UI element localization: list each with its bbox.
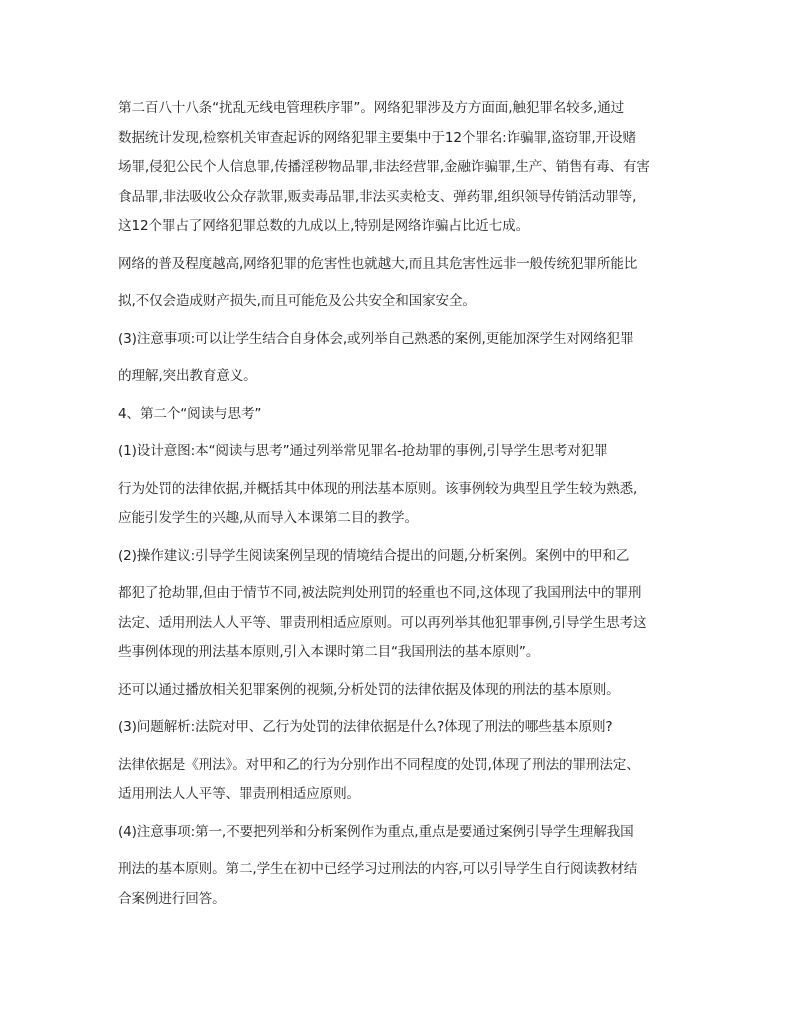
text-line: 还可以通过播放相关犯罪案例的视频,分析处罚的法律依据及体现的刑法的基本原则。: [118, 681, 620, 698]
paragraph-notes-4: [118, 818, 678, 848]
text-line: (4)注意事项:第一,不要把列举和分析案例作为重点,重点是要通过案例引导学生理解我国: [118, 823, 634, 840]
section-heading-reading-thinking-2: [118, 400, 678, 430]
text-line: 拟,不仅会造成财产损失,而且可能危及公共安全和国家安全。: [118, 293, 476, 309]
paragraph-question-analysis: [118, 713, 678, 743]
paragraph-notes-4-cont: [118, 855, 678, 914]
text-line: (2)操作建议:引导学生阅读案例呈现的情境结合提出的问题,分析案例。案例中的甲和乙: [118, 547, 630, 564]
paragraph-harm-consequences: [118, 287, 678, 317]
text-line: 些事例体现的刑法基本原则,引入本课时第二目“我国刑法的基本原则”。: [118, 644, 540, 660]
text-line: (1)设计意图:本“阅读与思考”通过列举常见罪名-抢劫罪的事例,引导学生思考对犯罪: [118, 443, 608, 459]
paragraph-design-intent: [118, 437, 678, 467]
text-line: 应能引发学生的兴趣,从而导入本课第二目的教学。: [118, 510, 418, 526]
text-line: 食品罪,非法吸收公众存款罪,贩卖毒品罪,非法买卖枪支、弹药罪,组织领导传销活动罪等,: [118, 188, 637, 205]
text-line: 法定、适用刑法人人平等、罪责刑相适应原则。可以再列举其他犯罪事例,引导学生思考这: [118, 614, 647, 631]
text-line: 的理解,突出教育意义。: [118, 368, 257, 384]
paragraph-notes-3: [118, 325, 678, 355]
paragraph-harm-level: [118, 250, 678, 280]
text-line: (3)注意事项:可以让学生结合自身体会,或列举自己熟悉的案例,更能加深学生对网络犯罪: [118, 330, 634, 347]
text-line: 网络的普及程度越高,网络犯罪的危害性也就越大,而且其危害性远非一般传统犯罪所能比: [118, 255, 638, 272]
paragraph-notes-3-cont: [118, 362, 678, 392]
text-line: 第二百八十八条“扰乱无线电管理秩序罪”。网络犯罪涉及方方面面,触犯罪名较多,通过: [118, 100, 625, 116]
text-line: 4、第二个“阅读与思考”: [118, 405, 262, 422]
text-line: 场罪,侵犯公民个人信息罪,传播淫秽物品罪,非法经营罪,金融诈骗罪,生产、销售有毒、有害: [118, 159, 650, 175]
paragraph-operation-advice-cont: [118, 579, 678, 668]
text-line: (3)问题解析:法院对甲、乙行为处罚的法律依据是什么?体现了刑法的哪些基本原则?: [118, 719, 613, 735]
text-line: 行为处罚的法律依据,并概括其中体现的刑法基本原则。该事例较为典型且学生较为熟悉,: [118, 480, 638, 497]
paragraph-legal-basis: [118, 751, 678, 810]
text-line: 法律依据是《刑法》。对甲和乙的行为分别作出不同程度的处罚,体现了刑法的罪刑法定、: [118, 756, 640, 773]
text-line: 都犯了抢劫罪,但由于情节不同,被法院判处刑罚的轻重也不同,这体现了我国刑法中的罪刑: [118, 585, 642, 601]
document-body: [118, 94, 678, 914]
paragraph-video-suggestion: [118, 676, 678, 706]
text-line: 数据统计发现,检察机关审查起诉的网络犯罪主要集中于12个罪名:诈骗罪,盗窃罪,开设赌: [118, 129, 636, 146]
text-line: 合案例进行回答。: [118, 890, 226, 907]
text-line: 适用刑法人人平等、罪责刑相适应原则。: [118, 786, 360, 802]
paragraph-operation-advice: [118, 542, 678, 572]
paragraph-design-intent-cont: [118, 475, 678, 534]
text-line: 这12个罪占了网络犯罪总数的九成以上,特别是网络诈骗占比近七成。: [118, 218, 530, 234]
text-line: 刑法的基本原则。第二,学生在初中已经学习过刑法的内容,可以引导学生自行阅读教材结: [118, 861, 638, 877]
paragraph-cyber-crime-charges: [118, 94, 678, 242]
